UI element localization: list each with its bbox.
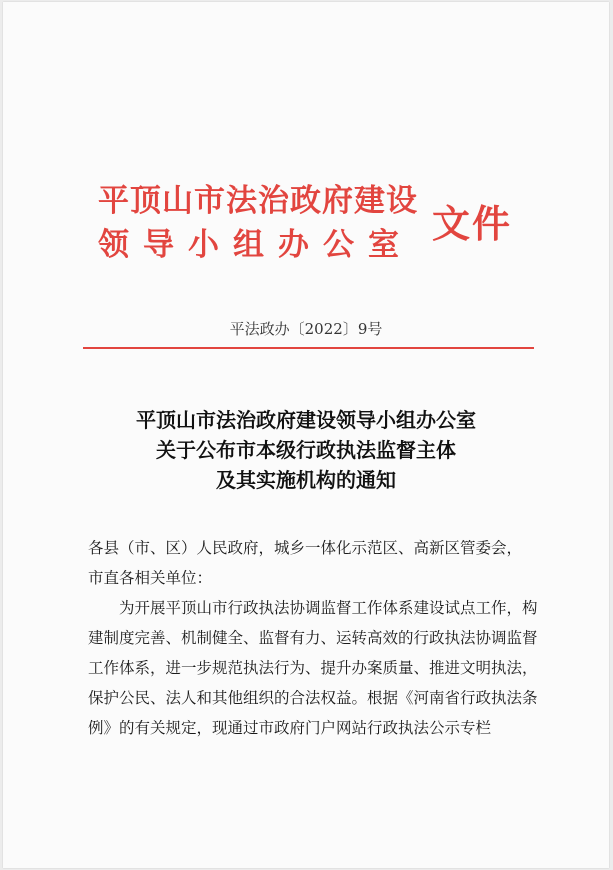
header-org-line2: 领导小组办公室 <box>98 227 413 263</box>
salutation-line2: 市直各相关单位： <box>88 569 213 587</box>
document-title <box>3 405 609 495</box>
title-line2: 关于公布市本级行政执法监督主体 <box>156 438 456 462</box>
title-line1: 平顶山市法治政府建设领导小组办公室 <box>136 408 476 432</box>
body-paragraph: 为开展平顶山市行政执法协调监督工作体系建设试点工作，构建制度完善、机制健全、监督有力、运转高效的行政执法协调监督工作体系，进一步规范执法行为、提升办案质量、推进文明执法，保护公民、法人和其他组织的合法权益。根据《河南省行政执法条例》的有关规定，现通过市政府门户网站行政执法公示专栏 <box>88 599 538 737</box>
header-org-line1: 平顶山市法治政府建设 <box>98 183 418 219</box>
document-body <box>88 533 538 743</box>
header-divider <box>83 347 534 349</box>
document-header <box>98 175 528 270</box>
title-line3: 及其实施机构的通知 <box>216 468 396 492</box>
salutation-line1: 各县（市、区）人民政府，城乡一体化示范区、高新区管委会， <box>88 539 523 557</box>
header-doc-word: 文件 <box>432 201 513 246</box>
document-page <box>3 2 609 868</box>
document-number: 平法政办〔2022〕9号 <box>229 320 383 338</box>
